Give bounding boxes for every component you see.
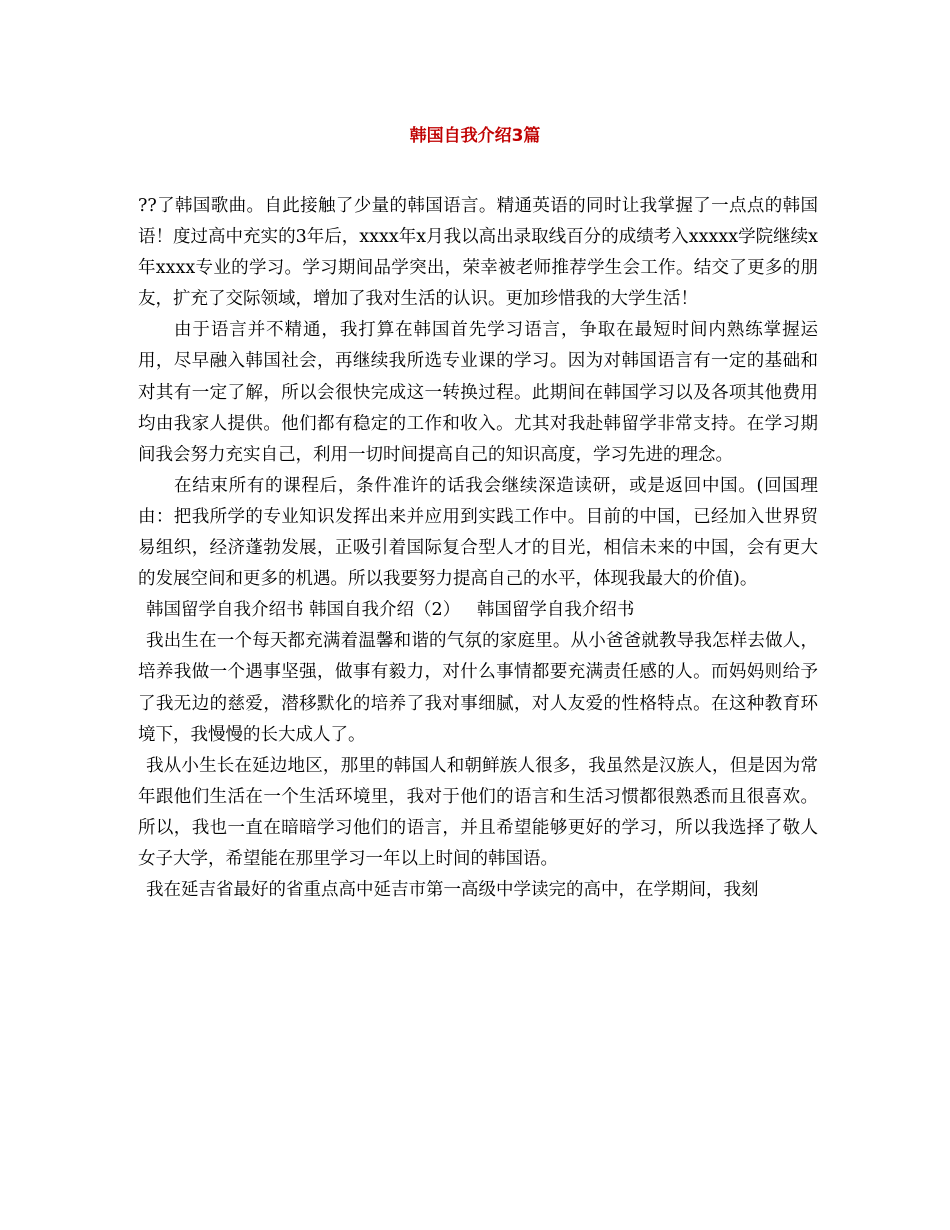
paragraph-4: 我出生在一个每天都充满着温馨和谐的气氛的家庭里。从小爸爸就教导我怎样去做人，培养我做一个遇事坚强，做事有毅力，对什么事情都要充满责任感的人。而妈妈则给予了我无边的慈爱，潜移默化的培养了我对事细腻，对人友爱的性格特点。在这种教育环境下，我慢慢的长大成人了。: [138, 631, 818, 745]
paragraph-6: 我在延吉省最好的省重点高中延吉市第一高级中学读完的高中，在学期间，我刻: [146, 880, 759, 901]
paragraph-3: 在结束所有的课程后，条件准许的话我会继续深造读研，或是返回中国。(回国理由：把我所学的专业知识发挥出来并应用到实践工作中。目前的中国，已经加入世界贸易组织，经济蓬勃发展，正吸引着国际复合型人才的目光，相信未来的中国，会有更大的发展空间和更多的机遇。所以我要努力提高自己的水平，体现我最大的价值)。: [138, 475, 818, 590]
section-heading: 韩国留学自我介绍书 韩国自我介绍（2） 韩国留学自我介绍书: [146, 600, 635, 621]
paragraph-2: 由于语言并不精通，我打算在韩国首先学习语言，争取在最短时间内熟练掌握运用，尽早融入韩国社会，再继续我所选专业课的学习。因为对韩国语言有一定的基础和对其有一定了解，所以会很快完成这一转换过程。此期间在韩国学习以及各项其他费用均由我家人提供。他们都有稳定的工作和收入。尤其对我赴韩留学非常支持。在学习期间我会努力充实自己，利用一切时间提高自己的知识高度，学习先进的理念。: [138, 320, 818, 465]
document-title: 韩国自我介绍3篇: [409, 126, 541, 146]
paragraph-5: 我从小生长在延边地区，那里的韩国人和朝鲜族人很多，我虽然是汉族人，但是因为常年跟他们生活在一个生活环境里，我对于他们的语言和生活习惯都很熟悉而且很喜欢。所以，我也一直在暗暗学习他们的语言，并且希望能够更好的学习，所以我选择了敬人女子大学，希望能在那里学习一年以上时间的韩国语。: [138, 755, 818, 869]
paragraph-1: ??了韩国歌曲。自此接触了少量的韩国语言。精通英语的同时让我掌握了一点点的韩国语！度过高中充实的3年后，xxxx年x月我以高出录取线百分的成绩考入xxxxx学院继续x年xxxx专业的学习。学习期间品学突出，荣幸被老师推荐学生会工作。结交了更多的朋友，扩充了交际领域，增加了我对生活的认识。更加珍惜我的大学生活！: [138, 196, 818, 310]
document-body: [138, 191, 818, 906]
